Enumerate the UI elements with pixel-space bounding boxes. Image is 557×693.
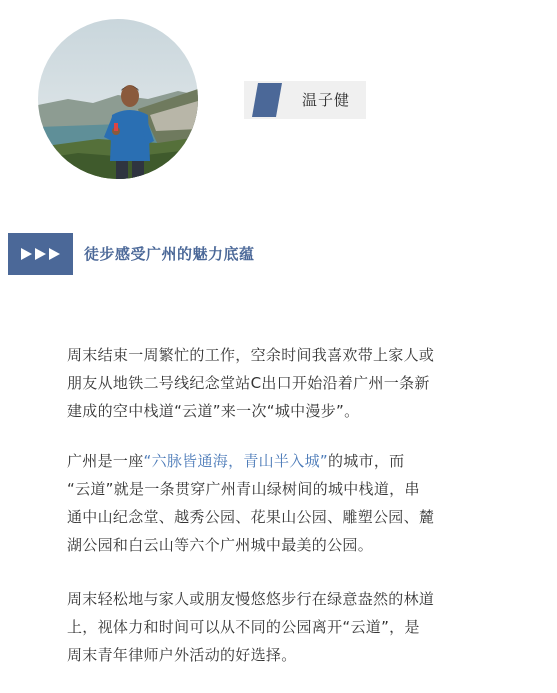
paragraph-line: 周末结束一周繁忙的工作，空余时间我喜欢带上家人或 xyxy=(67,346,435,364)
paragraph-line: 朋友从地铁二号线纪念堂站C出口开始沿着广州一条新 xyxy=(67,374,430,392)
triple-arrow-icon xyxy=(8,233,73,275)
paragraph-line: 湖公园和白云山等六个广州城中最美的公园。 xyxy=(67,536,374,554)
paragraph-line: “云道”就是一条贯穿广州青山绿树间的城中栈道，串 xyxy=(67,480,420,498)
paragraph-line: 周末轻松地与家人或朋友慢悠悠步行在绿意盎然的林道 xyxy=(67,590,435,608)
paragraph-3 xyxy=(67,585,507,669)
section-title: 徒步感受广州的魅力底蕴 xyxy=(84,245,255,263)
paragraph-line: 通中山纪念堂、越秀公园、花果山公园、雕塑公园、麓 xyxy=(67,508,435,526)
arrow-right-icon xyxy=(21,248,32,260)
author-avatar-photo xyxy=(38,19,198,179)
paragraph-text: 的城市，而 xyxy=(327,452,405,470)
paragraph-1 xyxy=(67,341,507,425)
author-name: 温子健 xyxy=(302,91,351,109)
paragraph-2 xyxy=(67,447,507,559)
paragraph-line: 周末青年律师户外活动的好选择。 xyxy=(67,646,297,664)
author-name-tag xyxy=(244,81,366,119)
paragraph-line xyxy=(67,447,507,475)
arrow-right-icon xyxy=(49,248,60,260)
paragraph-text: 广州是一座 xyxy=(67,452,144,470)
name-accent-block xyxy=(252,83,282,117)
paragraph-line: 上，视体力和时间可以从不同的公园离开“云道”，是 xyxy=(67,618,420,636)
section-heading xyxy=(8,233,488,275)
paragraph-line: 建成的空中栈道“云道”来一次“城中漫步”。 xyxy=(67,402,360,420)
highlight-quote: “六脉皆通海，青山半入城” xyxy=(143,452,328,470)
arrow-right-icon xyxy=(35,248,46,260)
